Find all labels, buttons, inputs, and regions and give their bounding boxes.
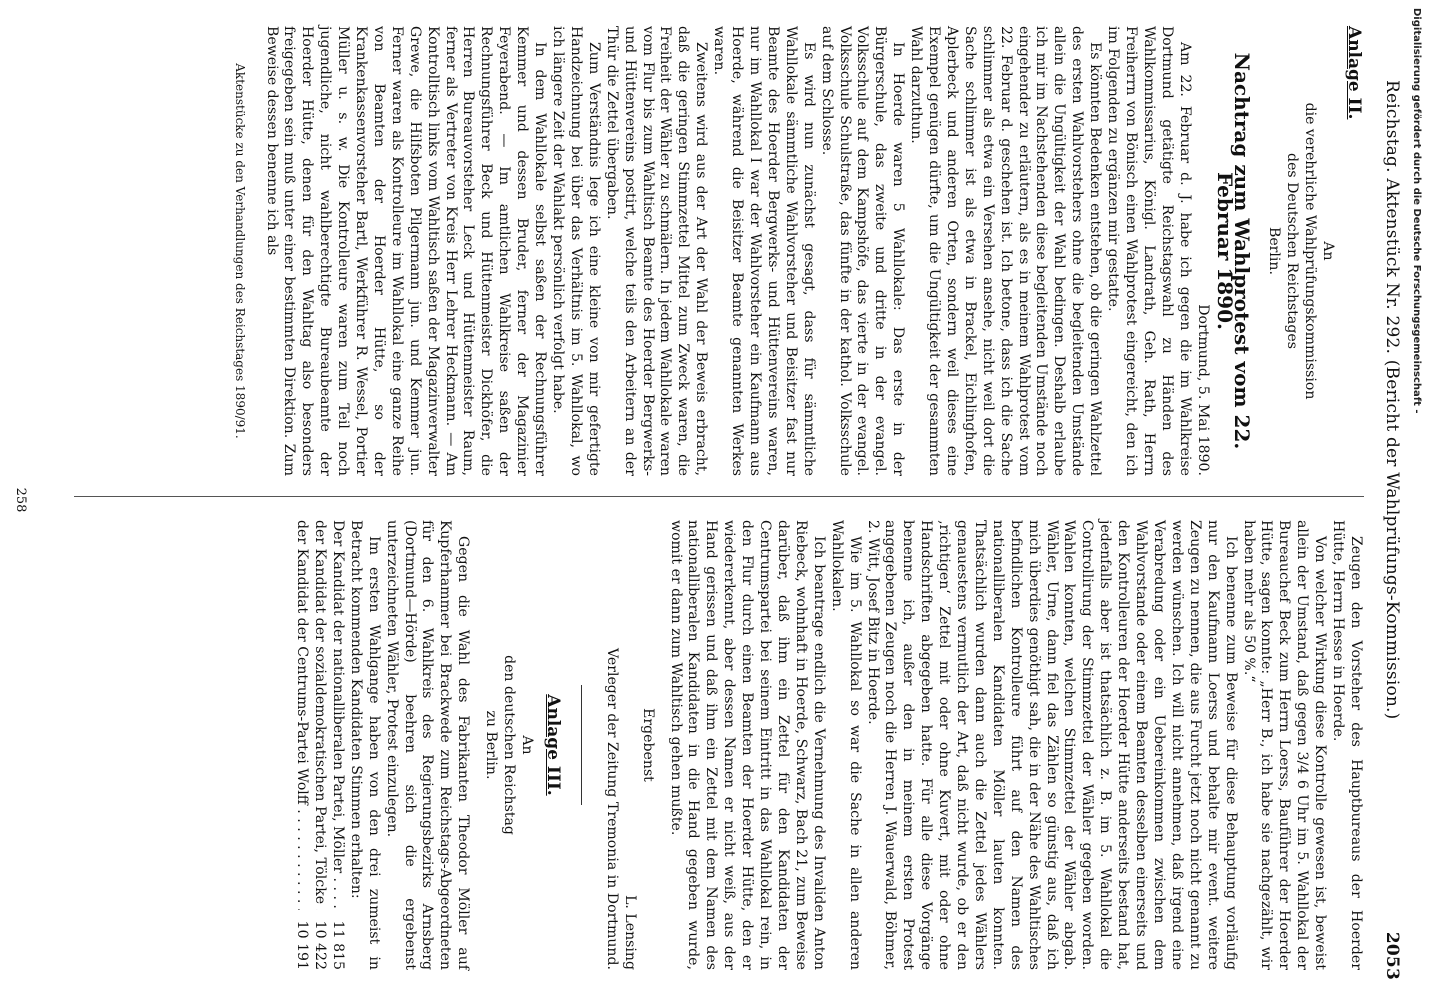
footnote: Aktenstücke zu den Verhandlungen des Reichstages 1890/91. <box>232 63 247 439</box>
signoff: Ergebenst <box>639 708 656 782</box>
left-column <box>230 26 1364 476</box>
result-label: Der Kandidat der nationalliberalen Partei, Möller . . . <box>328 520 346 910</box>
result-row <box>292 520 310 970</box>
dateline: Dortmund, 5. Mai 1890. <box>1194 304 1211 476</box>
paragraph: Ich beantrage endlich die Vernehmung des Invaliden Anton Riebeck, wohnhaft in Hoerde, Schwarz, Bach 21, zum Beweise darüber, daß ihm ein Zettel für den Kandidaten der Centrumspartei bei seinem Eintritt in das Wahllokal rein, in den Flur durch einen Beamten der Hoerder Hütte, den er wiedererkennt, aber dessen Namen er nicht weiß, aus der Hand gerissen und daß ihm ein Zettel mit dem Namen des nationalliberalen Kandidaten in die Hand gegeben wurde, womit er dann zum Wahltisch gehen mußte. <box>667 520 827 970</box>
page-header <box>1374 20 1402 980</box>
paragraph: Es wird nun zunächst gesagt, dass für sämmtliche Wahllokale sämmtliche Wahlvorsteher und Beisitzer fast nur Beamte des Hoerder Bergwerks- und Hüttenvereins waren, nur im Wahllokal I war der Wahlvorsteher ein Kaufmann aus Hoerde, während die Beisitzer Beamte genannten Werkes waren. <box>711 26 817 476</box>
section-title: Nachtrag zum Wahlprotest vom 22. Februar 1890. <box>1212 52 1255 450</box>
paragraph: Am 22. Februar d. J. habe ich gegen die im Wahlkreise Dortmund getätigte Reichstagswahl zu Händen des Wahlkommissarius, Königl. Landrath, Geh. Rath, Herrn Freiherrn von Bönisch einen Wahlprotest eingereicht, den ich im Folgenden zu ergänzen mir gestatte. <box>1105 26 1193 476</box>
result-value: 10 191 <box>294 920 311 970</box>
paragraph: Zeugen den Vorsteher des Hauptbureaus der Hoerder Hütte, Herrn Hesse in Hoerde. <box>1330 520 1364 970</box>
result-label: der Kandidat der sozialdemokratischen Partei, Tölcke . . . <box>310 520 328 910</box>
paragraph: Gegen die Wahl des Fabrikanten Theodor Möller auf Kupferhammer bei Brackwede zum Reichstags-Abgeordneten für den 6. Wahlkreis des Regierungsbezirks Arnsberg (Dortmund—Hörde) beehren sich die ergebenst unterzeichneten Wähler, Protest einzulegen. <box>383 520 472 970</box>
digitization-credit: Digitalisierung gefördert durch die Deutsche Forschungsgemeinschaft - <box>1411 8 1422 414</box>
signer-title: Verleger der Zeitung Tremonia in Dortmund. <box>603 648 620 970</box>
address-line: die verehrliche Wahlprüfungskommission <box>1302 102 1319 400</box>
running-head: Reichstag. Aktenstück Nr. 292. (Bericht der Wahlprüfungs-Kommission.) <box>1382 80 1402 720</box>
page-footer-number: 258 <box>13 487 28 513</box>
paragraph: Zum Verständnis lege ich eine kleine von mir gefertigte Handzeichnung bei über das Verhältnis im 5. Wahllokal, wo ich längere Zeit der Wahlakt persönlich verfolgt habe. <box>550 26 602 476</box>
result-value: 11 815 <box>329 920 346 970</box>
column-rule <box>74 496 1364 497</box>
paragraph: In Hoerde waren 5 Wahllokale: Das erste in der Bürgerschule, das zweite und dritte in der evangel. Volksschule auf dem Kampshöfe, das vierte in der evangel. Volksschule Schulstraße, das fünfte in der kathol. Volksschule auf dem Schlosse. <box>818 26 907 476</box>
anlage-heading: Anlage II. <box>1344 26 1364 120</box>
paragraph: In dem Wahllokale selbst saßen der Rechnungsführer Kemmer und dessen Bruder, ferner der Magazinier Feyerabend. — Im amtlichen Wahlkreise saßen der Rechnungsführer Beck und Hüttenmeister Dickhöfer, die Herren Bureauvorsteher Leck und Hüttenmeister Raum, ferner als Vertreter von Kreis Herr Lehrer Heckmann. — Am Kontrolltisch links vom Wahltisch saßen der Magazinverwalter Grewe, die Hilfsboten Pilgermann jun. und Kemmer jun. Ferner waren als Kontrolleure im Wahllokal eine ganze Reihe von Beamten der Hoerder Hütte, so der Krankenkassenvorsteher Bartl, Werkführer R. Wessel, Portier Müller u. s. w. Die Kontrolleure waren zum Teil noch jugendliche, nicht wahlberechtigte Bureaubeamte der Hoerder Hütte, denen für den Wahltag also besonders freigegeben sein muß unter einer bestimmten Direktion. Zum Beweise dessen benenne ich als <box>263 26 549 476</box>
paragraph: Von welcher Wirkung diese Kontrolle gewesen ist, beweist allein der Umstand, daß gegen 3/4 6 Uhr im 5. Wahllokal der Bureauchef Beck zum Herrn Loerss, Bauführer der Hoerder Hütte, sagen konnte: „Herr B., ich habe sie nachgezählt, wir haben mehr als 50 %.“ <box>1240 520 1329 970</box>
paragraph: Im ersten Wahlgange haben von den drei zumeist in Betracht kommenden Kandidaten Stimmen erhalten: <box>347 520 382 970</box>
paragraph: Es könnten Bedenken entstehen, ob die geringen Wahlzettel des ersten Wahlvorstehers ohne die begleitenden Umstände allein die Ungültigkeit der Wahl bedingen. Deshalb erlaube ich mir im Nachstehenden diese begleitenden Umstände noch eingehender zu erläutern, als es in meinem Wahlprotest vom 22. Februar d. geschehen ist. Ich betone, dass ich die Sache schlimmer als etwa ein Versehen ansehe, nicht weil dort die Sache schlimmer ist als etwa in Brackel, Eichlinghofen, Aplerbeck und anderen Orten, sondern weil dieses eine Exempel genügen dürfte, um die Ungültigkeit der gesammten Wahl darzuthun. <box>908 26 1104 476</box>
paragraph: Wie im 5. Wahllokal so war die Sache in allen anderen Wahllokalen. <box>828 520 863 970</box>
address-line: des Deutschen Reichstages <box>1284 153 1301 349</box>
paragraph: Zweitens wird aus der Art der Wahl der Beweis erbracht, daß die geringen Stimmzettel Mittel zum Zweck waren, die Freiheit der Wähler zu schmälern. In jedem Wahllokale waren vom Flur bis zum Wahltisch Beamte des Hoerder Bergwerks- und Hüttenvereins postirt, welche teils den Arbeitern an der Thür die Zettel übergaben. <box>603 26 710 476</box>
separator-rule <box>581 685 582 805</box>
address-line: den deutschen Reichstag <box>501 655 518 835</box>
address-line: zu Berlin. <box>483 710 500 780</box>
result-label: der Kandidat der Centrums-Partei Wolff . . . <box>292 520 310 910</box>
anlage-heading: Anlage III. <box>542 694 563 796</box>
result-row <box>328 520 346 970</box>
result-value: 10 422 <box>312 920 329 970</box>
right-column <box>292 520 1364 970</box>
address-line: An <box>519 735 536 755</box>
paragraph: Ich benenne zum Beweise für diese Behauptung vorläufig nur den Kaufmann Loerss und behalte mir event. weitere Zeugen zu nennen, die aus Furcht jetzt noch nicht genannt zu werden wünschen. Ich will nicht annehmen, daß irgend eine Verabredung oder ein Uebereinkommen zwischen dem Wahlvorstande oder einem Beamten desselben einerseits und den Kontrolleuren der Hoerder Hütte anderseits bestand hat, jedenfalls aber ist thatsächlich z. B. im 5. Wahllokal die Controllirung der Stimmzettel der Wähler gegeben worden. Wahlen konnten, welchen Stimmzettel der Wähler abgab. Wähler, Urne, dann fiel das Zählen so günstig aus, daß ich mich überdies genöthigt sah, die in der Nähe des Wahltisches befindlichen Kontrolleure führt auf den Namen des nationalliberalen Kandidaten Möller lauten konnten. Thatsächlich wurden dann auch die Zettel jedes Wählers genauestens vermutlich der Art, daß nicht wurde, ob er den ‚richtigen‘ Zettel mit oder ohne Kuvert, mit oder ohne Handschriften abgegeben hatte. Für alle diese Vorgänge benenne ich, außer den in meinem ersten Protest angegebenen Zeugen noch die Herren J. Wauerwald, Böhmer, 2. Witt, Josef Bitz in Hoerde. <box>864 520 1239 970</box>
result-row <box>310 520 328 970</box>
address-line: Berlin. <box>1266 226 1283 275</box>
address-line: An <box>1320 241 1337 261</box>
page-number: 2053 <box>1382 931 1402 980</box>
signer-name: L. Lensing <box>621 895 638 970</box>
